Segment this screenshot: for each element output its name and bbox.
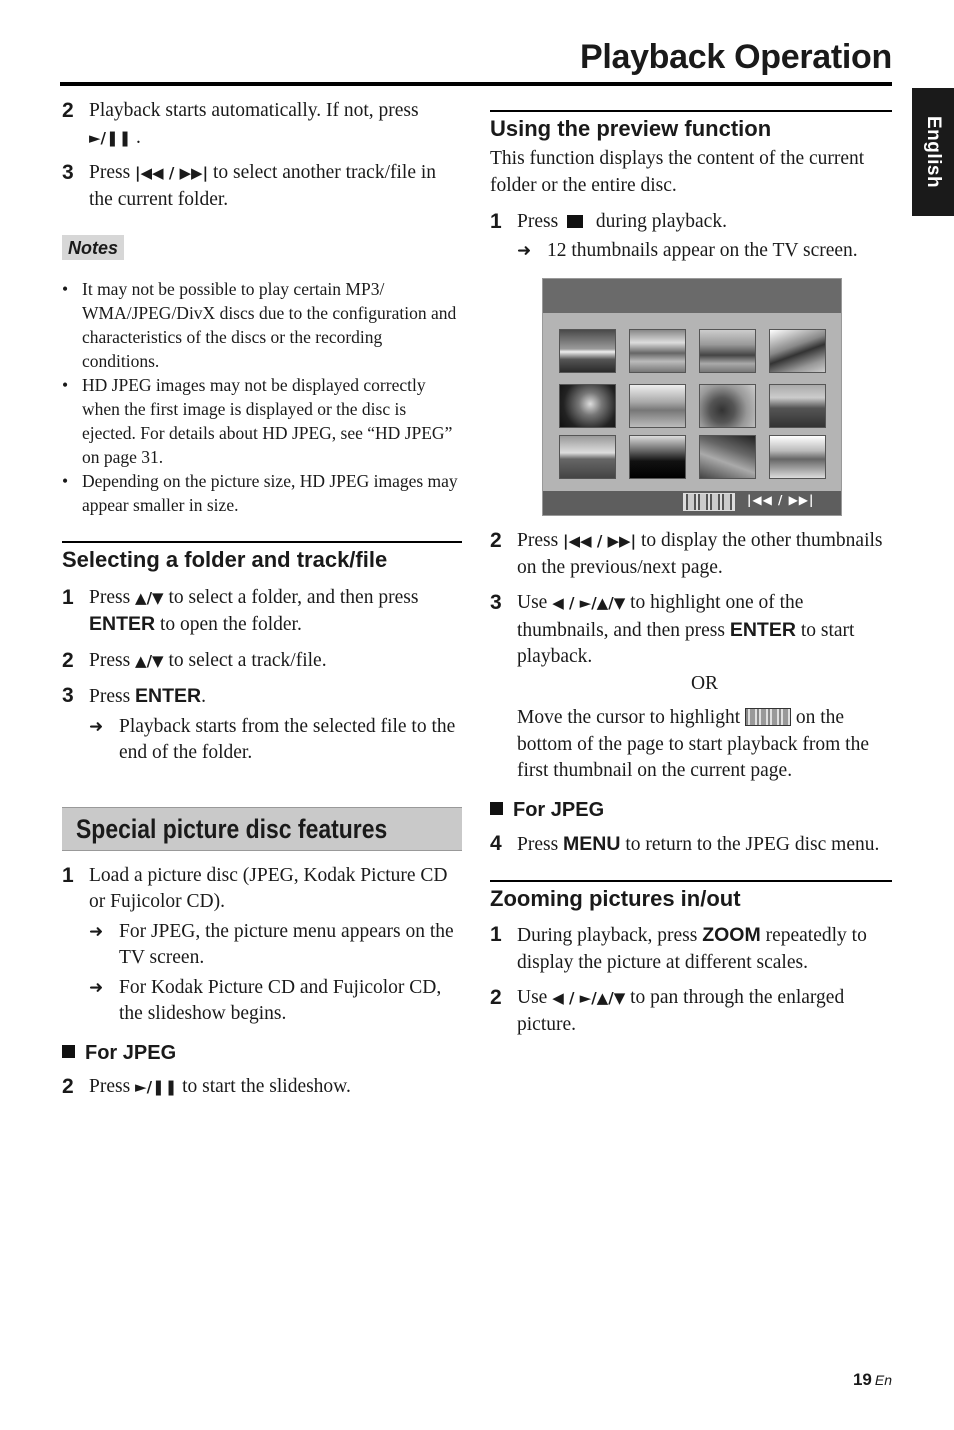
step-text-pre: During playback, press xyxy=(517,925,698,946)
step-number: 1 xyxy=(490,923,502,946)
four-way-arrows-icon: ◀ / ►/▲/▼ xyxy=(552,989,626,1007)
step-text-pre: Press xyxy=(89,162,131,183)
arrow-icon: ➜ xyxy=(517,240,532,261)
step-text-end: to start playback. xyxy=(517,619,855,667)
tv-screen-thumbnails xyxy=(542,278,842,516)
enter-key-label: ENTER xyxy=(89,613,156,635)
step-text-end: . xyxy=(136,126,141,148)
step-number: 2 xyxy=(490,529,502,552)
language-tab xyxy=(912,88,954,216)
enter-key-label: ENTER xyxy=(135,685,202,707)
step-2-playback xyxy=(62,98,462,151)
for-jpeg-heading xyxy=(490,797,892,823)
note-item: • HD JPEG images may not be displayed correctly when the first image is displayed or the disc is ejected. For details about HD JPEG, see “HD JPEG” on page 31. xyxy=(62,373,462,469)
square-bullet-icon xyxy=(490,802,503,815)
section-heading-folder: Selecting a folder and track/file xyxy=(62,541,462,575)
step-number: 3 xyxy=(490,591,502,614)
result-text: For Kodak Picture CD and Fujicolor CD, the slideshow begins. xyxy=(119,976,442,1024)
up-down-icon: ▲/▼ xyxy=(135,588,164,607)
step-text-pre: Press xyxy=(89,586,131,608)
step-text-pre: Use xyxy=(517,987,548,1008)
section-heading-special xyxy=(62,807,462,851)
step-text-pre: Press xyxy=(89,686,131,707)
step-text: to return to the JPEG disc menu. xyxy=(625,833,880,855)
page-number xyxy=(853,1370,892,1390)
step-text: to highlight one of the thumbnails, and then press xyxy=(517,592,804,641)
step-result xyxy=(89,714,462,767)
prev-next-icon: |◀◀ / ▶▶| xyxy=(135,164,209,182)
result-text: For JPEG, the picture menu appears on the TV screen. xyxy=(119,920,454,968)
thumbnail xyxy=(559,435,616,479)
step-text-pre: Press xyxy=(89,1075,131,1097)
move-cursor-text xyxy=(517,705,892,785)
page-lang-code: En xyxy=(874,1372,892,1388)
step-text: to start the slideshow. xyxy=(182,1075,351,1097)
step-text-pre: Press xyxy=(517,530,559,551)
step-text: repeatedly to display the picture at different scales. xyxy=(517,925,867,973)
thumbnail xyxy=(699,384,756,428)
arrow-icon: ➜ xyxy=(89,716,104,737)
folder-step-1 xyxy=(62,585,462,639)
screen-top-bar xyxy=(543,279,841,313)
step-text: to select a folder, and then press xyxy=(168,586,419,608)
step-result xyxy=(89,919,462,972)
step-text: to select a track/file. xyxy=(168,649,327,671)
step-text-end: . xyxy=(201,686,207,707)
thumbnail xyxy=(699,329,756,373)
menu-key-label: MENU xyxy=(563,832,621,855)
step-text: on the bottom of the page to start playback from the first thumbnail on the current page. xyxy=(517,707,869,781)
result-text: Playback starts from the selected file to the end of the folder. xyxy=(119,715,456,763)
preview-step-3 xyxy=(490,590,892,785)
zoom-step-2 xyxy=(490,985,892,1038)
for-jpeg-heading xyxy=(62,1040,462,1066)
step-text-pre: Use xyxy=(517,592,548,613)
thumbnail xyxy=(769,435,826,479)
square-bullet-icon xyxy=(62,1045,75,1058)
thumbnail xyxy=(559,384,616,428)
section-heading-preview: Using the preview function xyxy=(490,110,892,144)
stop-icon xyxy=(567,215,583,228)
special-step-2 xyxy=(62,1074,462,1101)
preview-step-4 xyxy=(490,831,892,859)
notes-block xyxy=(62,235,462,517)
step-text: Load a picture disc (JPEG, Kodak Picture CD or Fujicolor CD). xyxy=(89,864,448,912)
step-text-pre: Press xyxy=(517,211,559,232)
step-number: 4 xyxy=(490,831,502,855)
step-number: 2 xyxy=(490,986,502,1009)
note-item: • It may not be possible to play certain MP3/ WMA/JPEG/DivX discs due to the configuration and characteristics of the discs or the recording conditions. xyxy=(62,277,462,373)
preview-step-1 xyxy=(490,209,892,264)
play-pause-icon: ►/❚❚ xyxy=(89,128,132,147)
notes-list xyxy=(62,277,462,517)
four-way-arrows-icon: ◀ / ►/▲/▼ xyxy=(552,594,626,612)
step-number: 1 xyxy=(62,585,74,609)
note-item: • Depending on the picture size, HD JPEG images may appear smaller in size. xyxy=(62,469,462,517)
language-tab-label: English xyxy=(923,115,944,189)
title-rule xyxy=(60,82,892,86)
step-text: to display the other thumbnails on the previous/next page. xyxy=(517,530,883,578)
step-number: 2 xyxy=(62,648,74,672)
page-title: Playback Operation xyxy=(579,38,892,76)
step-text-pre: Press xyxy=(517,833,559,855)
page-number-value: 19 xyxy=(852,1370,872,1389)
step-number: 1 xyxy=(62,863,74,887)
thumbnail xyxy=(629,329,686,373)
or-divider: OR xyxy=(690,672,719,694)
thumbnail xyxy=(559,329,616,373)
step-text: to pan through the enlarged picture. xyxy=(517,987,845,1035)
thumbnail xyxy=(699,435,756,479)
result-text: 12 thumbnails appear on the TV screen. xyxy=(547,239,858,261)
step-number: 3 xyxy=(62,161,74,184)
thumbnail xyxy=(629,435,686,479)
filmstrip-icon xyxy=(683,493,735,511)
step-number: 1 xyxy=(490,210,502,233)
step-text: Playback starts automatically. If not, press xyxy=(89,100,419,121)
thumbnail xyxy=(769,384,826,428)
thumbnail xyxy=(769,329,826,373)
step-result xyxy=(89,975,462,1028)
step-text-end: to open the folder. xyxy=(159,614,302,635)
for-jpeg-label: For JPEG xyxy=(513,798,605,821)
filmstrip-icon xyxy=(745,708,791,726)
preview-step-2 xyxy=(490,528,892,581)
arrow-icon: ➜ xyxy=(89,977,104,998)
step-text-pre: Press xyxy=(89,649,131,671)
step-number: 3 xyxy=(62,684,74,707)
step-result xyxy=(517,238,892,265)
enter-key-label: ENTER xyxy=(729,618,796,641)
up-down-icon: ▲/▼ xyxy=(135,651,164,670)
step-3-select-track xyxy=(62,160,462,213)
step-number: 2 xyxy=(62,1074,74,1098)
preview-intro: This function displays the content of the current folder or the entire disc. xyxy=(490,148,865,196)
special-step-1 xyxy=(62,863,462,1028)
prev-next-icon: |◀◀ / ▶▶| xyxy=(747,492,815,507)
notes-label: Notes xyxy=(62,235,124,260)
for-jpeg-label: For JPEG xyxy=(85,1041,177,1064)
zoom-step-1 xyxy=(490,922,892,976)
zoom-key-label: ZOOM xyxy=(702,924,761,946)
section-heading-zoom: Zooming pictures in/out xyxy=(490,880,892,914)
thumbnail xyxy=(629,384,686,428)
step-text: to select another track/file in the current folder. xyxy=(89,162,437,210)
play-pause-icon: ►/❚❚ xyxy=(135,1077,178,1096)
right-column xyxy=(490,110,892,1038)
prev-next-icon: |◀◀ / ▶▶| xyxy=(563,532,637,550)
left-column xyxy=(62,98,462,1100)
folder-step-2 xyxy=(62,648,462,675)
step-number: 2 xyxy=(62,99,74,122)
arrow-icon: ➜ xyxy=(89,921,104,942)
folder-step-3 xyxy=(62,683,462,767)
step-text: during playback. xyxy=(595,211,727,232)
section-heading-text: Special picture disc features xyxy=(76,813,388,844)
step-text-pre: Move the cursor to highlight xyxy=(517,707,741,728)
